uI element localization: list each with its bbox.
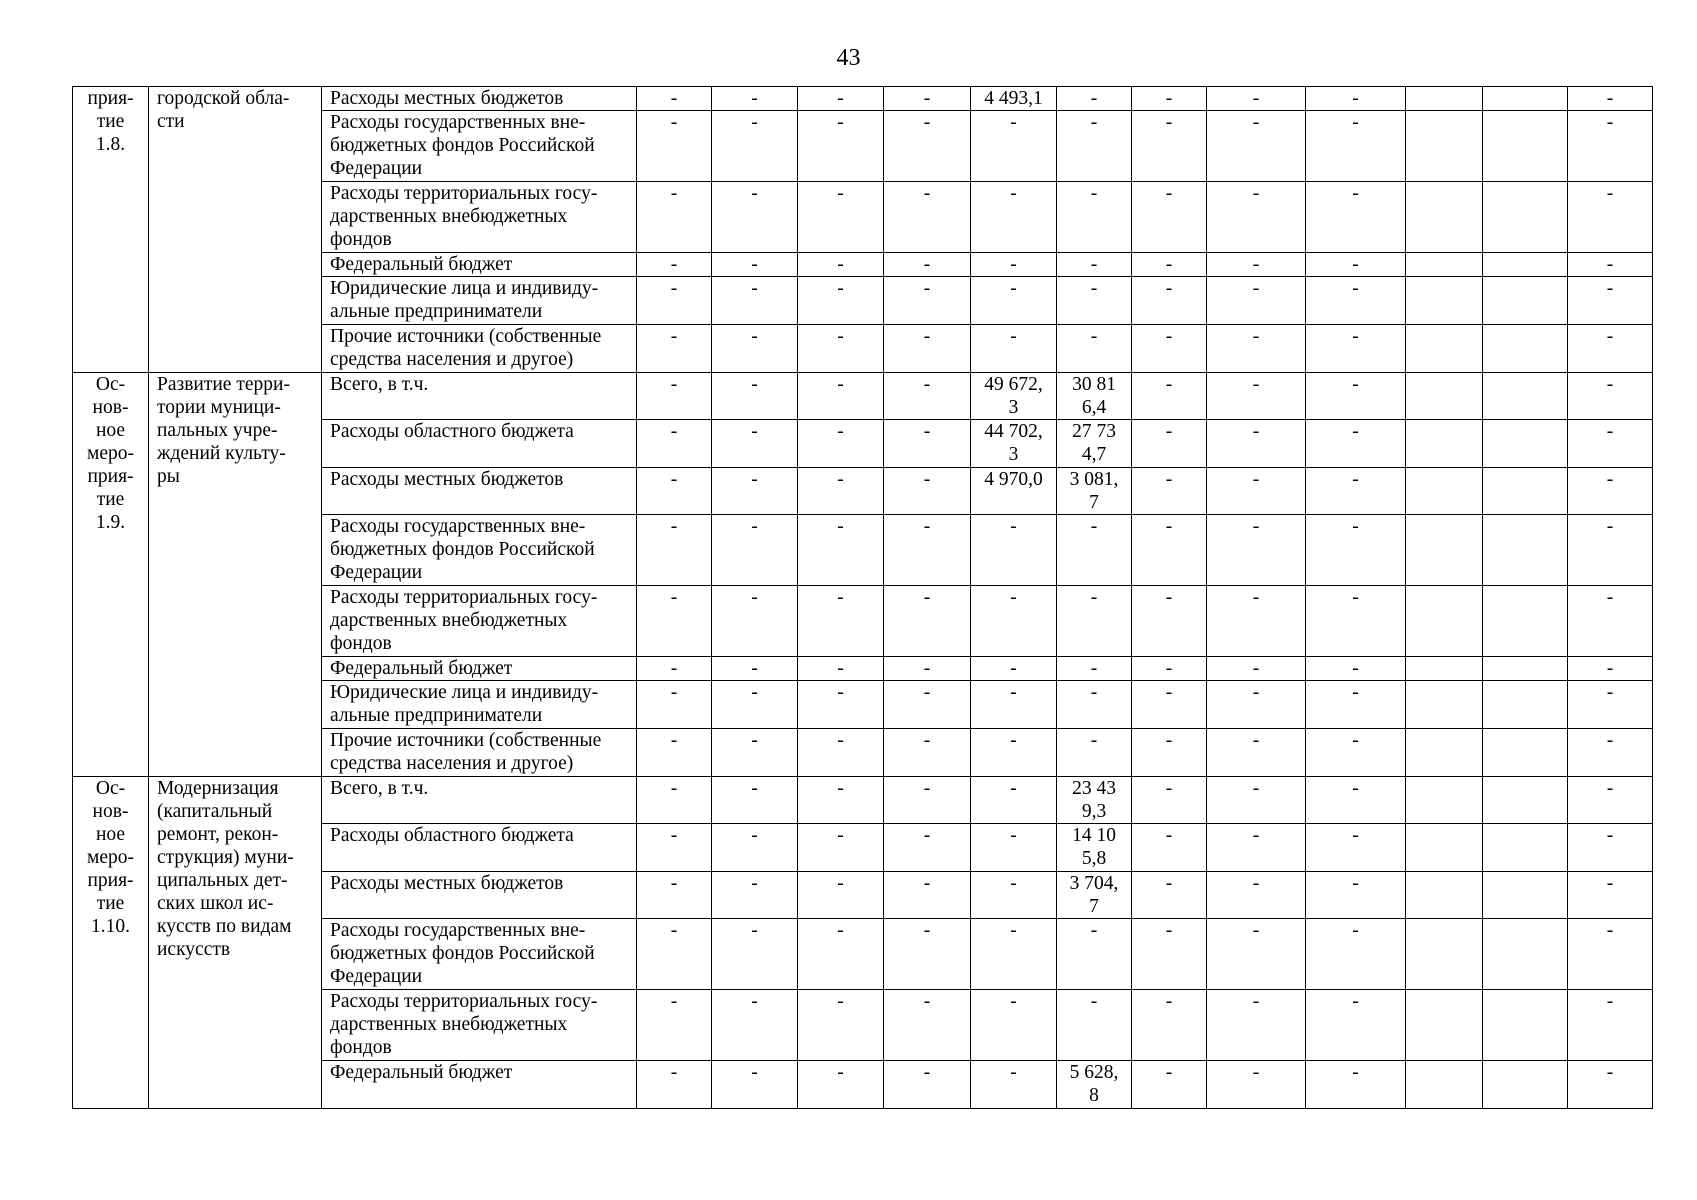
funding-source-cell: Расходы местных бюджетов [322,467,637,515]
value-cell [1406,182,1483,253]
value-cell: - [1132,253,1207,277]
value-cell: - [712,871,798,919]
value-cell [1483,990,1568,1061]
value-cell: - [1132,1061,1207,1109]
value-cell: - [798,515,884,586]
value-cell: 49 672, 3 [971,372,1057,420]
value-cell: - [884,919,971,990]
activity-code-cell: Ос- нов- ное меро- прия- тие 1.9. [73,372,149,776]
value-cell: - [1568,657,1653,681]
value-cell: - [884,182,971,253]
value-cell: - [1207,657,1306,681]
value-cell [1483,277,1568,325]
value-cell: - [884,824,971,872]
value-cell [1406,324,1483,372]
value-cell: - [712,824,798,872]
value-cell: - [1057,990,1132,1061]
value-cell: - [1057,657,1132,681]
value-cell: - [1132,586,1207,657]
value-cell [1406,657,1483,681]
value-cell: - [1207,324,1306,372]
value-cell: - [637,182,712,253]
value-cell: - [1207,1061,1306,1109]
value-cell: - [798,467,884,515]
value-cell: - [1568,681,1653,729]
value-cell: - [971,824,1057,872]
activity-name-cell: городской обла- сти [149,87,322,373]
value-cell: - [884,372,971,420]
value-cell: - [884,467,971,515]
value-cell: - [971,657,1057,681]
value-cell: - [971,277,1057,325]
value-cell: - [1306,515,1406,586]
value-cell: - [884,1061,971,1109]
value-cell: - [1207,919,1306,990]
value-cell: - [1057,253,1132,277]
funding-source-cell: Расходы местных бюджетов [322,87,637,111]
value-cell: - [884,681,971,729]
value-cell [1406,729,1483,777]
value-cell: - [1306,586,1406,657]
value-cell: - [637,919,712,990]
value-cell: - [798,586,884,657]
value-cell: - [798,324,884,372]
value-cell [1406,681,1483,729]
value-cell: 30 81 6,4 [1057,372,1132,420]
value-cell: - [637,467,712,515]
value-cell: - [884,515,971,586]
value-cell: - [798,824,884,872]
funding-source-cell: Всего, в т.ч. [322,372,637,420]
value-cell [1406,871,1483,919]
value-cell: - [1306,776,1406,824]
value-cell: - [1568,467,1653,515]
value-cell [1406,467,1483,515]
value-cell: - [712,990,798,1061]
value-cell [1483,1061,1568,1109]
value-cell: - [1207,515,1306,586]
funding-source-cell: Прочие источники (собственные средства населения и другое) [322,729,637,777]
value-cell: - [1207,586,1306,657]
value-cell: - [798,871,884,919]
funding-source-cell: Расходы территориальных госу- дарственных внебюджетных фондов [322,182,637,253]
value-cell: - [884,420,971,468]
value-cell: - [1306,372,1406,420]
value-cell: - [1568,277,1653,325]
value-cell: - [1306,277,1406,325]
value-cell: - [712,776,798,824]
funding-source-cell: Расходы государственных вне- бюджетных фондов Российской Федерации [322,919,637,990]
value-cell: - [971,182,1057,253]
value-cell: - [1568,87,1653,111]
value-cell: - [1306,657,1406,681]
value-cell [1406,420,1483,468]
value-cell [1483,420,1568,468]
value-cell: - [1207,420,1306,468]
value-cell: 5 628, 8 [1057,1061,1132,1109]
value-cell: - [798,87,884,111]
value-cell: - [884,277,971,325]
value-cell: - [971,871,1057,919]
value-cell: - [1132,990,1207,1061]
value-cell: - [798,111,884,182]
value-cell [1483,324,1568,372]
value-cell: - [1207,871,1306,919]
value-cell: - [1057,586,1132,657]
value-cell: - [971,681,1057,729]
value-cell: - [1306,467,1406,515]
value-cell: - [798,253,884,277]
value-cell: - [1132,729,1207,777]
table-row [73,776,1653,824]
value-cell: - [884,586,971,657]
value-cell: - [1306,253,1406,277]
value-cell [1406,919,1483,990]
value-cell: - [884,871,971,919]
value-cell: - [1568,729,1653,777]
value-cell: - [712,420,798,468]
value-cell: - [1568,182,1653,253]
activity-code-cell: Ос- нов- ное меро- прия- тие 1.10. [73,776,149,1108]
funding-source-cell: Федеральный бюджет [322,657,637,681]
value-cell: - [1057,182,1132,253]
value-cell: - [1207,87,1306,111]
value-cell: - [712,681,798,729]
value-cell: - [637,871,712,919]
value-cell: - [1568,111,1653,182]
value-cell: - [712,87,798,111]
value-cell: - [712,277,798,325]
funding-source-cell: Расходы территориальных госу- дарственных внебюджетных фондов [322,586,637,657]
value-cell [1483,467,1568,515]
funding-source-cell: Расходы областного бюджета [322,824,637,872]
value-cell: - [1568,586,1653,657]
value-cell: - [637,277,712,325]
value-cell: - [1207,182,1306,253]
value-cell: - [1132,111,1207,182]
activity-name-cell: Развитие терри- тории муници- пальных учре- ждений культу- ры [149,372,322,776]
value-cell: - [1057,111,1132,182]
value-cell [1483,515,1568,586]
value-cell: - [884,87,971,111]
value-cell: - [637,515,712,586]
funding-source-cell: Всего, в т.ч. [322,776,637,824]
value-cell: - [1132,372,1207,420]
value-cell [1406,253,1483,277]
value-cell [1483,776,1568,824]
value-cell: - [1306,420,1406,468]
value-cell: - [1568,324,1653,372]
funding-source-cell: Расходы государственных вне- бюджетных фондов Российской Федерации [322,515,637,586]
value-cell: - [1132,467,1207,515]
value-cell: - [1568,776,1653,824]
value-cell: - [1568,1061,1653,1109]
value-cell: 44 702, 3 [971,420,1057,468]
value-cell: - [1568,919,1653,990]
value-cell: - [971,990,1057,1061]
value-cell: - [971,919,1057,990]
value-cell [1483,871,1568,919]
value-cell [1483,372,1568,420]
value-cell: - [712,182,798,253]
value-cell [1406,515,1483,586]
value-cell: - [1207,372,1306,420]
value-cell: - [1207,729,1306,777]
funding-source-cell: Прочие источники (собственные средства населения и другое) [322,324,637,372]
value-cell [1406,87,1483,111]
value-cell: - [1132,182,1207,253]
value-cell: - [884,990,971,1061]
value-cell: 3 081, 7 [1057,467,1132,515]
value-cell: 4 970,0 [971,467,1057,515]
value-cell: - [1568,372,1653,420]
value-cell: - [637,824,712,872]
value-cell [1483,111,1568,182]
value-cell: - [1132,871,1207,919]
value-cell: - [1207,990,1306,1061]
page-number: 43 [836,45,861,71]
value-cell: - [1306,919,1406,990]
value-cell: - [1132,420,1207,468]
value-cell: - [1207,111,1306,182]
value-cell: - [712,467,798,515]
value-cell [1406,111,1483,182]
budget-table [72,86,1653,1109]
value-cell: - [971,1061,1057,1109]
value-cell: - [1057,277,1132,325]
value-cell: 14 10 5,8 [1057,824,1132,872]
value-cell: - [1207,776,1306,824]
activity-name-cell: Модернизация (капитальный ремонт, рекон- струкция) муни- ципальных дет- ских школ ис- кусств по видам искусств [149,776,322,1108]
value-cell: - [637,87,712,111]
value-cell: - [1568,515,1653,586]
value-cell: - [798,372,884,420]
value-cell: - [1132,87,1207,111]
value-cell: - [712,729,798,777]
value-cell: 4 493,1 [971,87,1057,111]
value-cell: - [637,253,712,277]
value-cell: - [637,324,712,372]
value-cell: - [971,253,1057,277]
value-cell: - [1207,277,1306,325]
value-cell [1406,1061,1483,1109]
value-cell: - [1568,824,1653,872]
funding-source-cell: Федеральный бюджет [322,253,637,277]
value-cell: - [884,776,971,824]
value-cell: - [712,515,798,586]
funding-source-cell: Юридические лица и индивиду- альные предприниматели [322,681,637,729]
value-cell: - [712,586,798,657]
value-cell: - [1306,681,1406,729]
value-cell: - [1568,253,1653,277]
value-cell [1483,681,1568,729]
value-cell: - [798,681,884,729]
value-cell [1406,990,1483,1061]
value-cell: - [1207,253,1306,277]
funding-source-cell: Расходы государственных вне- бюджетных фондов Российской Федерации [322,111,637,182]
value-cell [1483,729,1568,777]
value-cell [1483,182,1568,253]
value-cell: - [1568,871,1653,919]
value-cell [1483,657,1568,681]
value-cell: - [971,324,1057,372]
funding-source-cell: Федеральный бюджет [322,1061,637,1109]
funding-source-cell: Расходы местных бюджетов [322,871,637,919]
value-cell: - [637,776,712,824]
value-cell: - [884,729,971,777]
value-cell: - [1306,324,1406,372]
value-cell [1483,253,1568,277]
value-cell: - [1207,824,1306,872]
value-cell: - [798,182,884,253]
value-cell: - [1132,277,1207,325]
value-cell: - [637,420,712,468]
value-cell: - [1207,681,1306,729]
value-cell: - [971,776,1057,824]
value-cell: - [798,657,884,681]
value-cell: - [637,111,712,182]
value-cell [1483,824,1568,872]
value-cell: - [1306,87,1406,111]
value-cell: - [1132,919,1207,990]
value-cell: - [1306,182,1406,253]
value-cell: - [971,586,1057,657]
value-cell: - [712,1061,798,1109]
value-cell: - [1306,871,1406,919]
value-cell [1406,372,1483,420]
value-cell: - [1057,681,1132,729]
value-cell: - [971,515,1057,586]
value-cell: - [1306,990,1406,1061]
value-cell: - [712,372,798,420]
value-cell [1483,919,1568,990]
value-cell: - [798,990,884,1061]
value-cell: - [1057,729,1132,777]
value-cell: - [798,919,884,990]
value-cell: - [1568,990,1653,1061]
value-cell: 3 704, 7 [1057,871,1132,919]
value-cell: - [637,372,712,420]
value-cell: - [637,729,712,777]
value-cell: 23 43 9,3 [1057,776,1132,824]
value-cell: - [1132,681,1207,729]
value-cell [1406,776,1483,824]
funding-source-cell: Расходы территориальных госу- дарственных внебюджетных фондов [322,990,637,1061]
value-cell: - [1057,87,1132,111]
value-cell: - [712,111,798,182]
value-cell: - [798,776,884,824]
value-cell [1406,824,1483,872]
value-cell: - [1306,824,1406,872]
value-cell: - [637,586,712,657]
value-cell [1483,87,1568,111]
value-cell: - [1306,1061,1406,1109]
value-cell: - [712,657,798,681]
value-cell: - [884,324,971,372]
value-cell: - [798,277,884,325]
table-row [73,372,1653,420]
activity-code-cell: прия- тие 1.8. [73,87,149,373]
value-cell: - [884,253,971,277]
value-cell: - [1132,824,1207,872]
value-cell: - [884,657,971,681]
value-cell: - [1132,324,1207,372]
value-cell: - [1057,324,1132,372]
value-cell [1406,277,1483,325]
value-cell: - [1057,515,1132,586]
value-cell: - [1568,420,1653,468]
value-cell: - [1306,729,1406,777]
value-cell: - [712,919,798,990]
value-cell [1406,586,1483,657]
value-cell: 27 73 4,7 [1057,420,1132,468]
value-cell: - [1057,919,1132,990]
value-cell: - [884,111,971,182]
value-cell: - [637,990,712,1061]
value-cell: - [798,420,884,468]
value-cell: - [637,657,712,681]
value-cell: - [637,681,712,729]
value-cell: - [798,1061,884,1109]
value-cell: - [798,729,884,777]
funding-source-cell: Расходы областного бюджета [322,420,637,468]
table-row [73,87,1653,111]
funding-source-cell: Юридические лица и индивиду- альные предприниматели [322,277,637,325]
value-cell: - [971,729,1057,777]
value-cell: - [1132,776,1207,824]
value-cell: - [1132,515,1207,586]
value-cell [1483,586,1568,657]
value-cell: - [1306,111,1406,182]
value-cell: - [712,253,798,277]
value-cell: - [637,1061,712,1109]
value-cell: - [971,111,1057,182]
value-cell: - [1207,467,1306,515]
value-cell: - [712,324,798,372]
value-cell: - [1132,657,1207,681]
